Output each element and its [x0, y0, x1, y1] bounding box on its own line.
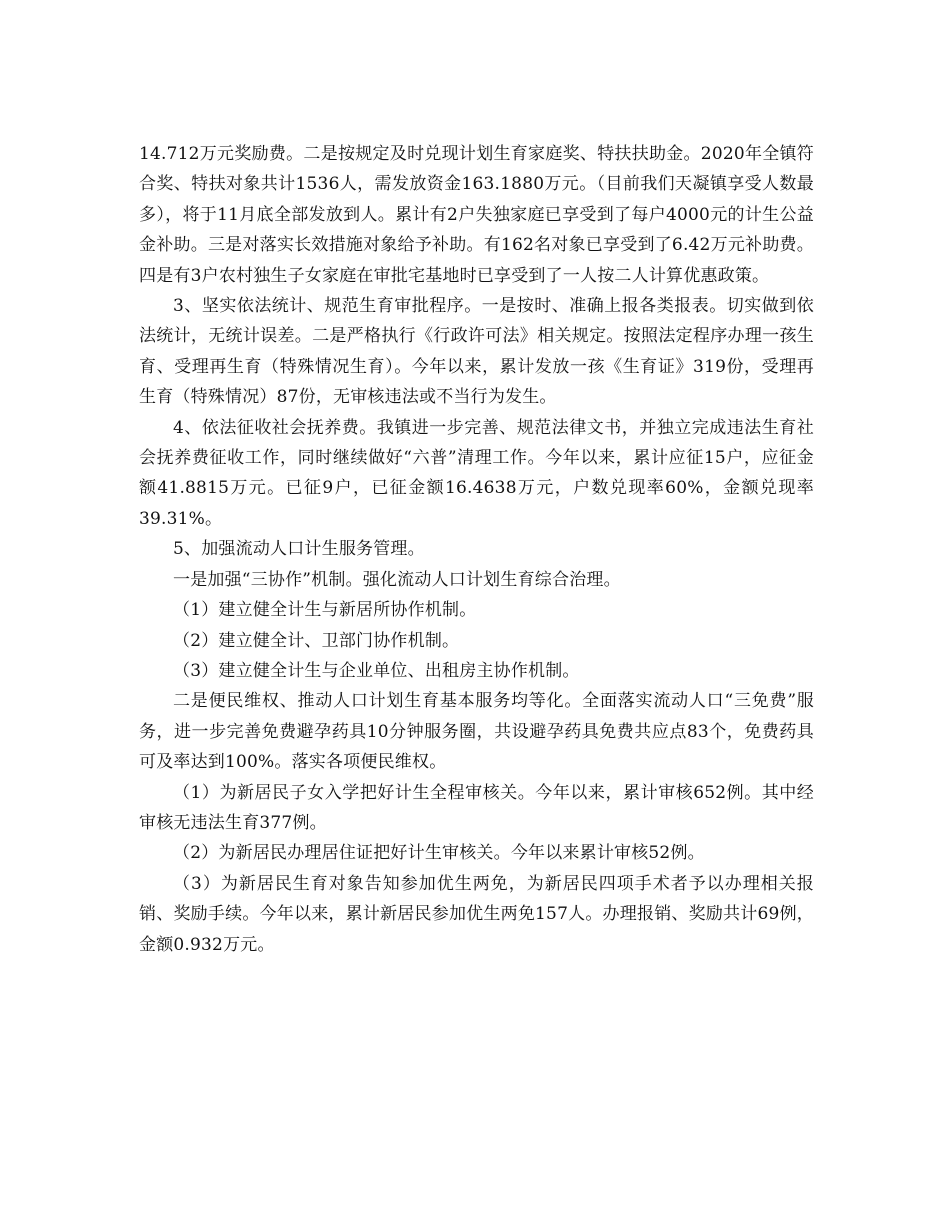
list-item-collaboration-2: （2）建立健全计、卫部门协作机制。 [173, 630, 460, 651]
list-item-rights-1: （1）为新居民子女入学把好计生全程审核关。今年以来，累计审核652例。其中经审核无违法生育377例。 [139, 782, 814, 833]
document-body [139, 139, 814, 960]
list-item-rights-2: （2）为新居民办理居住证把好计生审核关。今年以来累计审核52例。 [173, 843, 705, 864]
list-item-collaboration-3: （3）建立健全计生与企业单位、出租房主协作机制。 [173, 660, 580, 681]
paragraph-three-collaboration: 一是加强“三协作”机制。强化流动人口计划生育综合治理。 [173, 569, 621, 590]
paragraph-award-funds: 14.712万元奖励费。二是按规定及时兑现计划生育家庭奖、特扶扶助金。2020年全镇符合奖、特扶对象共计1536人，需发放资金163.1880万元。（目前我们天凝镇享受人数最多），将于11月底全部发放到人。累计有2户失独家庭已享受到了每户4000元的计生公益金补助。三是对落实长效措施对象给予补助。有162名对象已享受到了6.42万元补助费。四是有3户农村独生子女家庭在审批宅基地时已享受到了一人按二人计算优惠政策。 [139, 144, 814, 286]
list-item-rights-3: （3）为新居民生育对象告知参加优生两免，为新居民四项手术者予以办理相关报销、奖励手续。今年以来，累计新居民参加优生两免157人。办理报销、奖励共计69例，金额0.932万元。 [139, 873, 814, 955]
paragraph-social-maintenance-fee: 4、依法征收社会抚养费。我镇进一步完善、规范法律文书，并独立完成违法生育社会抚养费征收工作，同时继续做好“六普”清理工作。今年以来，累计应征15户，应征金额41.8815万元。已征9户，已征金额16.4638万元，户数兑现率60%，金额兑现率39.31%。 [139, 417, 814, 529]
paragraph-convenience-rights: 二是便民维权、推动人口计划生育基本服务均等化。全面落实流动人口“三免费”服务，进一步完善免费避孕药具10分钟服务圈，共设避孕药具免费共应点83个，免费药具可及率达到100%。落实各项便民维权。 [139, 691, 814, 773]
paragraph-statistics-approval: 3、坚实依法统计、规范生育审批程序。一是按时、准确上报各类报表。切实做到依法统计，无统计误差。二是严格执行《行政许可法》相关规定。按照法定程序办理一孩生育、受理再生育（特殊情况生育）。今年以来，累计发放一孩《生育证》319份，受理再生育（特殊情况）87份，无审核违法或不当行为发生。 [139, 296, 814, 408]
section-heading-floating-population: 5、加强流动人口计生服务管理。 [173, 539, 425, 560]
list-item-collaboration-1: （1）建立健全计生与新居所协作机制。 [173, 600, 477, 621]
